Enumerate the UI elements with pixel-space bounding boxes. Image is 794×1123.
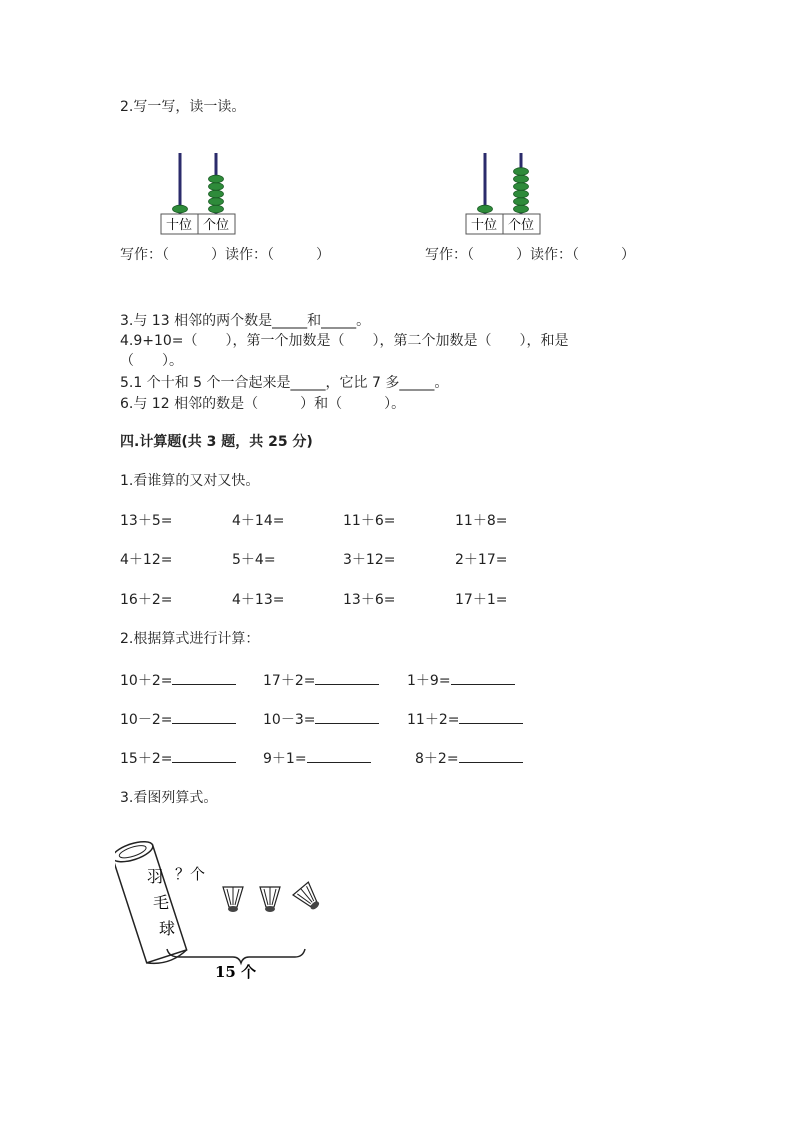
calc2-expression: 8＋2= <box>415 751 459 767</box>
answer-blank[interactable] <box>315 670 379 685</box>
calc2-expression: 9＋1= <box>263 751 307 767</box>
calc2-expression: 10－2= <box>120 712 173 728</box>
total-label: 15 个 <box>215 963 257 981</box>
calc1-item: 13＋6= <box>343 592 396 608</box>
abacus-left <box>158 148 248 238</box>
abacus-bead <box>514 175 529 183</box>
answer-blank[interactable] <box>459 748 523 763</box>
abacus-left-tens-label: 十位 <box>165 218 193 233</box>
calc1-item: 4＋13= <box>232 592 285 608</box>
calc1-item: 11＋8= <box>455 513 508 529</box>
calc2-item <box>407 709 523 729</box>
answer-blank[interactable] <box>172 748 236 763</box>
calc2-item <box>263 709 379 729</box>
shuttlecock-icon <box>293 882 324 914</box>
calc2-item <box>407 670 515 690</box>
answer-blank[interactable] <box>172 670 236 685</box>
calc2-expression: 10－3= <box>263 712 316 728</box>
shuttlecock-icon <box>223 887 243 912</box>
answer-blank[interactable] <box>315 709 379 724</box>
abacus-left-ones-label: 个位 <box>202 218 230 233</box>
q6-text: 6.与 12 相邻的数是（ ）和（ ）。 <box>120 396 406 412</box>
abacus-bead <box>514 190 529 198</box>
question-label: ？个 <box>175 865 206 883</box>
calc1-item: 4＋14= <box>232 513 285 529</box>
calc2-item <box>415 748 523 768</box>
abacus-bead <box>209 183 224 191</box>
calc1-title: 1.看谁算的又对又快。 <box>120 473 260 489</box>
abacus-bead <box>173 205 188 213</box>
abacus-bead <box>514 205 529 213</box>
shuttlecock-figure <box>115 835 335 985</box>
calc1-item: 13＋5= <box>120 513 173 529</box>
abacus-bead <box>478 205 493 213</box>
calc2-item <box>120 709 236 729</box>
abacus-bead <box>514 183 529 191</box>
calc1-item: 16＋2= <box>120 592 173 608</box>
total-brace <box>167 949 305 963</box>
abacus-right-ones-label: 个位 <box>507 218 535 233</box>
answer-blank[interactable] <box>459 709 523 724</box>
calc2-expression: 15＋2= <box>120 751 173 767</box>
q2-title: 2.写一写，读一读。 <box>120 99 246 115</box>
section4-title: 四.计算题(共 3 题，共 25 分) <box>120 434 313 450</box>
tube-char: 毛 <box>153 893 170 912</box>
calc2-item <box>120 670 236 690</box>
shuttlecock-tube <box>115 838 188 968</box>
calc3-title: 3.看图列算式。 <box>120 790 218 806</box>
calc1-item: 11＋6= <box>343 513 396 529</box>
abacus-right-tens-beads <box>478 205 493 213</box>
calc2-title: 2.根据算式进行计算： <box>120 631 260 647</box>
answer-blank[interactable] <box>172 709 236 724</box>
q3-text: 3.与 13 相邻的两个数是_____和_____。 <box>120 313 371 329</box>
q2-answer-left: 写作：（ ）读作：（ ） <box>120 247 330 263</box>
shuttlecock-icon <box>260 887 280 912</box>
calc1-item: 4＋12= <box>120 552 173 568</box>
calc1-item: 3＋12= <box>343 552 396 568</box>
tube-char: 球 <box>159 919 176 938</box>
abacus-right-tens-label: 十位 <box>470 218 498 233</box>
abacus-bead <box>514 168 529 176</box>
calc2-expression: 1＋9= <box>407 673 451 689</box>
calc2-item <box>263 670 379 690</box>
q4-text-line1: 4.9+10=（ ），第一个加数是（ ），第二个加数是（ ），和是 <box>120 333 569 349</box>
q4-text-line2: （ ）。 <box>120 353 183 369</box>
answer-blank[interactable] <box>451 670 515 685</box>
calc2-item <box>263 748 371 768</box>
abacus-right-ones-beads <box>514 168 529 213</box>
calc1-item: 5＋4= <box>232 552 276 568</box>
abacus-bead <box>209 205 224 213</box>
calc1-item: 2＋17= <box>455 552 508 568</box>
q5-text: 5.1 个十和 5 个一合起来是_____，它比 7 多_____。 <box>120 375 449 391</box>
q2-answer-right: 写作：（ ）读作：（ ） <box>425 247 635 263</box>
calc2-expression: 10＋2= <box>120 673 173 689</box>
calc2-expression: 11＋2= <box>407 712 460 728</box>
calc2-item <box>120 748 236 768</box>
abacus-bead <box>209 198 224 206</box>
calc2-expression: 17＋2= <box>263 673 316 689</box>
abacus-bead <box>209 190 224 198</box>
abacus-bead <box>209 175 224 183</box>
answer-blank[interactable] <box>307 748 371 763</box>
abacus-bead <box>514 198 529 206</box>
calc1-item: 17＋1= <box>455 592 508 608</box>
abacus-left-ones-beads <box>209 175 224 213</box>
abacus-left-tens-beads <box>173 205 188 213</box>
abacus-right <box>463 148 553 238</box>
tube-char: 羽 <box>147 867 164 886</box>
